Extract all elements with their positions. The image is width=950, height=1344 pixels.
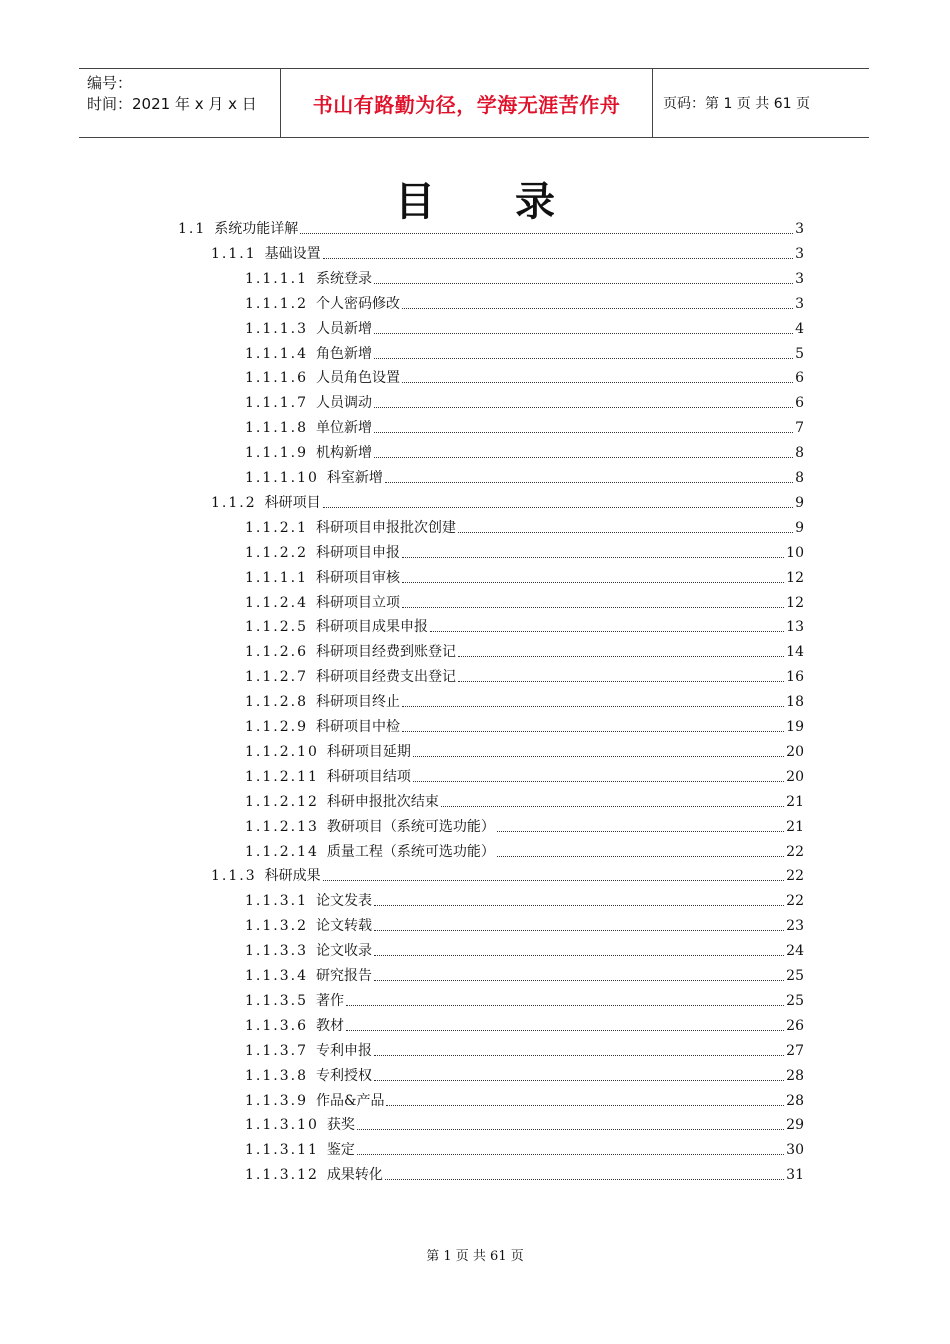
toc-entry-number: 1.1.3.12 <box>245 1167 319 1184</box>
toc-entry-page: 9 <box>795 494 804 511</box>
toc-entry-label <box>245 643 456 661</box>
toc-entry-title: 科研项目结项 <box>326 768 411 785</box>
toc-entry[interactable] <box>245 963 804 985</box>
toc-entry-number: 1.1.3.7 <box>245 1042 308 1059</box>
toc-entry-number: 1.1.1.1 <box>245 270 308 287</box>
toc-dot-leader <box>374 1054 784 1056</box>
toc-entry-label <box>245 569 400 587</box>
toc-entry[interactable] <box>245 639 804 661</box>
toc-entry-number: 1.1.2.2 <box>245 544 308 561</box>
toc-entry-page: 3 <box>795 245 804 262</box>
toc-dot-leader <box>430 630 784 632</box>
toc-entry-page: 6 <box>795 370 804 387</box>
toc-entry-label <box>245 693 400 711</box>
toc-entry-title: 论文收录 <box>315 943 372 960</box>
toc-entry[interactable] <box>245 839 804 861</box>
toc-entry-page: 7 <box>795 420 804 437</box>
toc-dot-leader <box>458 655 784 657</box>
toc-entry-label <box>245 1141 355 1159</box>
toc-entry-page: 6 <box>795 395 804 412</box>
page-footer: 第 1 页 共 61 页 <box>426 1249 524 1264</box>
toc-entry-label <box>211 867 321 885</box>
toc-entry-number: 1.1.3.3 <box>245 943 308 960</box>
toc-entry-title: 科研申报批次结束 <box>326 793 439 810</box>
toc-entry-number: 1.1.2.7 <box>245 669 308 686</box>
toc-entry-number: 1.1.2.12 <box>245 793 319 810</box>
toc-entry[interactable] <box>245 1013 804 1035</box>
toc-dot-leader <box>441 805 784 807</box>
toc-entry-label <box>245 768 411 786</box>
toc-entry-title: 获奖 <box>326 1117 355 1134</box>
toc-dot-leader <box>413 780 784 782</box>
toc-entry[interactable] <box>245 1038 804 1060</box>
toc-entry-page: 18 <box>786 694 804 711</box>
toc-dot-leader <box>458 680 784 682</box>
header-motto: 书山有路勤为径，学海无涯苦作舟 <box>312 92 621 117</box>
toc-entry-label <box>245 942 372 960</box>
toc-entry-number: 1.1.3.2 <box>245 918 308 935</box>
toc-entry-title: 专利申报 <box>315 1042 372 1059</box>
toc-dot-leader <box>300 232 793 234</box>
toc-entry-number: 1.1.1.2 <box>245 295 308 312</box>
toc-entry-label <box>245 668 456 686</box>
toc-dot-leader <box>374 357 793 359</box>
toc-entry-page: 8 <box>795 470 804 486</box>
toc-dot-leader <box>374 431 793 433</box>
toc-entry-number: 1.1.2.4 <box>245 594 308 611</box>
toc-dot-leader <box>374 332 793 334</box>
toc-entry-page: 12 <box>786 594 804 611</box>
toc-entry[interactable] <box>245 266 804 288</box>
toc-entry-label <box>245 967 372 985</box>
toc-entry-number: 1.1.1 <box>211 245 257 262</box>
toc-entry[interactable] <box>245 440 804 462</box>
toc-entry-title: 人员调动 <box>315 395 372 412</box>
toc-entry-title: 质量工程（系统可选功能） <box>326 843 495 860</box>
toc-entry-page: 31 <box>786 1167 804 1184</box>
toc-entry-title: 作品&产品 <box>315 1092 385 1109</box>
toc-entry[interactable] <box>245 316 804 338</box>
toc-entry[interactable] <box>245 341 804 363</box>
toc-dot-leader <box>385 1178 784 1180</box>
toc-dot-leader <box>374 929 784 931</box>
toc-entry[interactable] <box>245 565 804 587</box>
toc-entry-page: 20 <box>786 743 804 760</box>
toc-entry-title: 科研项目经费到账登记 <box>315 644 456 661</box>
toc-entry-label <box>245 345 372 363</box>
toc-entry[interactable] <box>211 241 804 263</box>
toc-entry-label <box>245 270 372 288</box>
toc-entry[interactable] <box>245 714 804 736</box>
toc-entry[interactable] <box>245 614 804 636</box>
toc-entry-title: 教研项目（系统可选功能） <box>326 818 495 835</box>
toc-entry[interactable] <box>245 988 804 1010</box>
toc-entry-page: 21 <box>786 793 804 810</box>
toc-entry-number: 1.1.2.9 <box>245 719 308 735</box>
toc-entry-page: 9 <box>795 519 804 536</box>
toc-entry-label <box>245 718 400 736</box>
toc-entry-page: 29 <box>786 1117 804 1134</box>
toc-title: 目录 <box>395 179 635 225</box>
toc-entry-number: 1.1.2.10 <box>245 743 319 760</box>
toc-entry-number: 1.1.3.1 <box>245 893 308 910</box>
toc-entry-title: 专利授权 <box>315 1067 372 1084</box>
toc-entry-title: 著作 <box>315 992 344 1009</box>
toc-entry-title: 科研项目申报 <box>315 544 400 561</box>
header-page-info: 页码：第 1 页 共 61 页 <box>663 96 810 112</box>
toc-entry-number: 1.1.3.10 <box>245 1117 319 1134</box>
toc-dot-leader <box>458 531 793 533</box>
toc-entry-number: 1.1.1.4 <box>245 345 308 362</box>
header-motto-cell <box>281 69 653 137</box>
toc-entry-page: 22 <box>786 868 804 885</box>
toc-entry-title: 单位新增 <box>315 420 372 437</box>
toc-entry-label <box>245 419 372 437</box>
time-label: 时间：2021 年 x 月 x 日 <box>87 95 257 113</box>
toc-entry-label <box>245 1042 372 1060</box>
toc-entry[interactable] <box>245 515 804 537</box>
toc-entry-label <box>245 444 372 462</box>
toc-entry-page: 20 <box>786 768 804 785</box>
toc-entry-page: 27 <box>786 1042 804 1059</box>
toc-entry-page: 8 <box>795 445 804 462</box>
toc-entry-page: 23 <box>786 918 804 935</box>
toc-entry-page: 3 <box>795 295 804 312</box>
toc-entry-number: 1.1.3.11 <box>245 1142 319 1159</box>
toc-entry[interactable] <box>245 814 804 836</box>
toc-entry-page: 3 <box>795 270 804 287</box>
toc-dot-leader <box>374 282 793 284</box>
toc-entry-page: 13 <box>786 619 804 636</box>
toc-entry[interactable] <box>245 664 804 686</box>
toc-dot-leader <box>374 456 793 458</box>
toc-entry-number: 1.1.1.3 <box>245 320 308 337</box>
toc-entry-number: 1.1.2.5 <box>245 619 308 636</box>
toc-entry-title: 科研成果 <box>264 868 321 885</box>
toc-entry-title: 论文发表 <box>315 893 372 910</box>
toc-entry-label <box>245 917 372 935</box>
toc-entry[interactable] <box>245 390 804 412</box>
toc-entry[interactable] <box>245 888 804 910</box>
toc-entry-number: 1.1.1.6 <box>245 370 308 387</box>
toc-entry-page: 24 <box>786 943 804 960</box>
toc-entry-title: 科研项目立项 <box>315 594 400 611</box>
toc-entry-number: 1.1.3 <box>211 868 257 885</box>
toc-dot-leader <box>402 556 784 558</box>
toc-entry-page: 3 <box>795 221 804 237</box>
toc-entry[interactable] <box>245 913 804 935</box>
toc-entry-number: 1.1.1.8 <box>245 420 308 437</box>
toc-dot-leader <box>402 705 784 707</box>
toc-entry-label <box>245 743 411 761</box>
toc-entry[interactable] <box>245 739 804 761</box>
toc-entry-title: 系统登录 <box>315 270 372 287</box>
toc-entry[interactable] <box>211 863 804 885</box>
toc-entry-label <box>245 618 428 636</box>
toc-entry-page: 28 <box>786 1092 804 1109</box>
toc-entry-number: 1.1.2.8 <box>245 694 308 711</box>
toc-entry[interactable] <box>245 1137 804 1159</box>
toc-entry-number: 1.1.1.1 <box>245 569 308 586</box>
toc-entry-title: 科研项目成果申报 <box>315 619 428 636</box>
toc-dot-leader <box>374 1079 784 1081</box>
toc-entry-label <box>245 1116 355 1134</box>
toc-entry-title: 科研项目 <box>264 494 321 511</box>
toc-entry[interactable] <box>245 540 804 562</box>
toc-entry-page: 22 <box>786 843 804 860</box>
toc-entry-title: 个人密码修改 <box>315 295 400 312</box>
toc-entry-page: 19 <box>786 719 804 735</box>
toc-entry[interactable] <box>245 764 804 786</box>
toc-entry[interactable] <box>211 490 804 512</box>
toc-entry-title: 教材 <box>315 1017 344 1034</box>
toc-dot-leader <box>374 954 784 956</box>
toc-entry-title: 论文转载 <box>315 918 372 935</box>
toc-entry-title: 科室新增 <box>326 470 383 486</box>
toc-entry-title: 研究报告 <box>315 968 372 984</box>
toc-entry-label <box>245 992 344 1010</box>
toc-dot-leader <box>402 581 784 583</box>
toc-entry-label <box>245 519 456 537</box>
toc-entry-title: 科研项目终止 <box>315 694 400 711</box>
toc-entry-title: 人员角色设置 <box>315 370 400 387</box>
toc-dot-leader <box>346 1029 784 1031</box>
toc-entry-number: 1.1.1.10 <box>245 470 319 486</box>
toc-dot-leader <box>323 506 793 508</box>
toc-entry-title: 系统功能详解 <box>214 221 299 237</box>
toc-entry-title: 机构新增 <box>315 445 372 462</box>
toc-entry-label <box>245 295 400 313</box>
toc-dot-leader <box>374 406 793 408</box>
toc-entry-label <box>245 369 400 387</box>
toc-entry-page: 21 <box>786 818 804 835</box>
toc-entry-number: 1.1.2.1 <box>245 519 308 536</box>
toc-entry-label <box>178 220 298 238</box>
toc-entry-page: 28 <box>786 1067 804 1084</box>
toc-entry-title: 基础设置 <box>264 245 321 262</box>
toc-entry-page: 12 <box>786 569 804 586</box>
toc-entry-label <box>245 793 439 811</box>
toc-entry-number: 1.1.2 <box>211 494 257 511</box>
toc-dot-leader <box>357 1128 784 1130</box>
toc-entry[interactable] <box>245 789 804 811</box>
toc-dot-leader <box>497 855 784 857</box>
toc-entry-number: 1.1.3.8 <box>245 1067 308 1084</box>
toc-dot-leader <box>323 879 785 881</box>
toc-entry-label <box>245 1166 383 1184</box>
toc-dot-leader <box>374 904 784 906</box>
toc-dot-leader <box>346 1004 784 1006</box>
toc-entry-label <box>245 544 400 562</box>
document-header <box>79 68 869 138</box>
toc-dot-leader <box>386 1104 784 1106</box>
toc-entry-number: 1.1 <box>178 221 207 237</box>
toc-dot-leader <box>402 307 793 309</box>
toc-entry-page: 14 <box>786 644 804 661</box>
toc-entry-page: 10 <box>786 544 804 561</box>
toc-dot-leader <box>413 755 784 757</box>
toc-entry-number: 1.1.2.13 <box>245 818 319 835</box>
toc-entry-label <box>245 1092 384 1110</box>
toc-entry[interactable] <box>245 1162 804 1184</box>
toc-dot-leader <box>323 257 793 259</box>
toc-entry-page: 22 <box>786 893 804 910</box>
toc-entry-number: 1.1.2.11 <box>245 768 319 785</box>
toc-entry-label <box>245 818 495 836</box>
toc-entry-page: 25 <box>786 968 804 984</box>
toc-entry-number: 1.1.1.9 <box>245 445 308 462</box>
toc-entry[interactable] <box>245 1063 804 1085</box>
toc-entry-title: 鉴定 <box>326 1142 355 1159</box>
toc-entry-page: 16 <box>786 669 804 686</box>
toc-entry-title: 人员新增 <box>315 320 372 337</box>
toc-dot-leader <box>374 979 784 981</box>
toc-entry-label <box>245 1017 344 1035</box>
toc-entry-title: 科研项目经费支出登记 <box>315 669 456 686</box>
toc-entry-number: 1.1.2.14 <box>245 843 319 860</box>
toc-entry-number: 1.1.3.6 <box>245 1017 308 1034</box>
toc-entry-title: 科研项目中检 <box>315 719 400 735</box>
toc-dot-leader <box>357 1153 784 1155</box>
toc-entry-label <box>211 494 321 512</box>
toc-entry-number: 1.1.3.5 <box>245 992 308 1009</box>
toc-entry-page: 4 <box>795 320 804 337</box>
toc-entry[interactable] <box>178 216 804 238</box>
toc-entry[interactable] <box>245 291 804 313</box>
toc-entry[interactable] <box>245 1112 804 1134</box>
toc-entry-title: 成果转化 <box>326 1167 383 1184</box>
toc-entry-title: 角色新增 <box>315 345 372 362</box>
toc-entry-number: 1.1.2.6 <box>245 644 308 661</box>
toc-entry[interactable] <box>245 1088 804 1110</box>
toc-entry-number: 1.1.1.7 <box>245 395 308 412</box>
toc-entry-label <box>211 245 321 263</box>
toc-entry-number: 1.1.3.9 <box>245 1092 308 1109</box>
toc-entry-label <box>245 320 372 338</box>
toc-entry-title: 科研项目审核 <box>315 569 400 586</box>
toc-entry-page: 5 <box>795 345 804 362</box>
toc-dot-leader <box>402 381 793 383</box>
toc-entry[interactable] <box>245 938 804 960</box>
toc-dot-leader <box>402 606 784 608</box>
toc-entry-label <box>245 892 372 910</box>
toc-entry[interactable] <box>245 590 804 612</box>
toc-entry-page: 26 <box>786 1017 804 1034</box>
toc-entry-label <box>245 394 372 412</box>
toc-entry[interactable] <box>245 465 804 487</box>
toc-entry-page: 30 <box>786 1142 804 1159</box>
toc-entry-label <box>245 594 400 612</box>
toc-entry-number: 1.1.3.4 <box>245 968 308 984</box>
toc-entry-label <box>245 1067 372 1085</box>
toc-entry-label <box>245 469 383 487</box>
toc-entry[interactable] <box>245 689 804 711</box>
toc-dot-leader <box>385 481 793 483</box>
toc-entry-page: 25 <box>786 992 804 1009</box>
toc-entry[interactable] <box>245 415 804 437</box>
toc-entry-title: 科研项目延期 <box>326 743 411 760</box>
toc-entry-label <box>245 843 495 861</box>
number-label: 编号： <box>87 74 133 92</box>
toc-dot-leader <box>497 830 784 832</box>
header-meta <box>79 69 281 137</box>
toc-dot-leader <box>402 730 784 732</box>
toc-entry-title: 科研项目申报批次创建 <box>315 519 456 536</box>
toc-entry[interactable] <box>245 365 804 387</box>
